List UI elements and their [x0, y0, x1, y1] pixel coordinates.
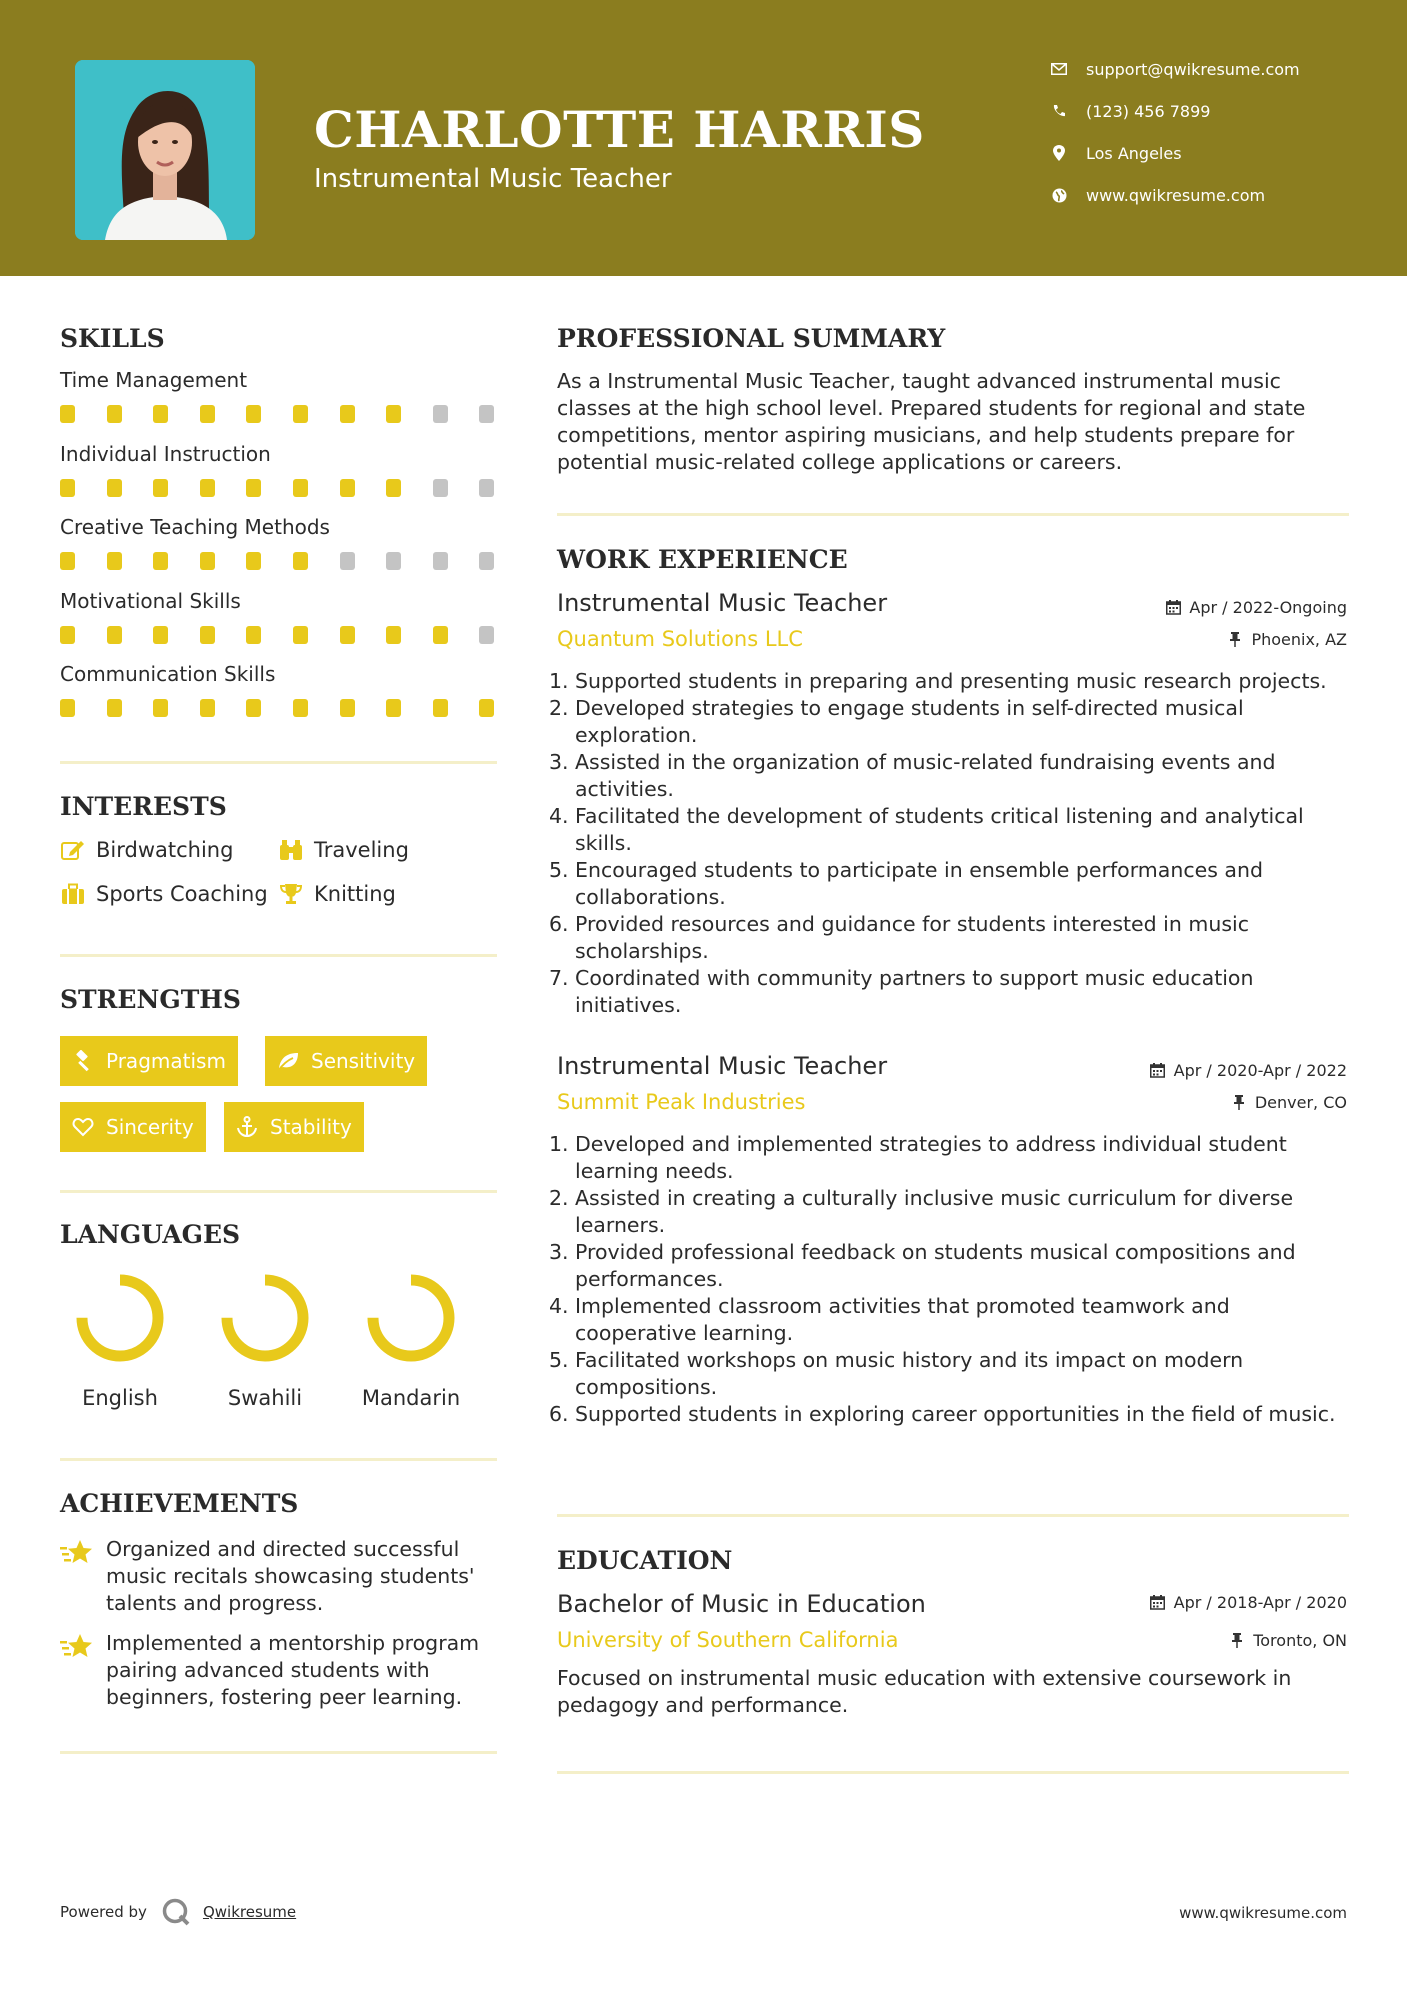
skill-dot-filled	[200, 626, 215, 644]
skill-dot-empty	[433, 552, 448, 570]
skill-dot-filled	[153, 479, 168, 497]
globe-icon	[1050, 186, 1068, 204]
contact-phone[interactable]	[1050, 96, 1390, 126]
summary-text: As a Instrumental Music Teacher, taught advanced instrumental music classes at the high school level. Prepared students for regional and state competitions, mentor aspiring musicians, and help students prepare for potential music-related college applications or careers.	[557, 369, 1306, 474]
achievement-item	[60, 1536, 500, 1617]
section-divider	[60, 761, 497, 764]
interest-item-traveling	[278, 838, 409, 862]
strength-tag-sensitivity	[265, 1036, 427, 1086]
achievement-item	[60, 1630, 500, 1711]
language-level-arc	[82, 1280, 158, 1356]
responsibility-item: Assisted in the organization of music-related fundraising events and activities.	[575, 750, 1276, 801]
interest-label: Sports Coaching	[96, 882, 268, 906]
responsibility-item: Facilitated the development of students critical listening and analytical skills.	[575, 804, 1304, 855]
skill-dot-filled	[340, 405, 355, 423]
section-divider	[60, 1458, 497, 1461]
skill-dot-filled	[153, 552, 168, 570]
skill-rating	[60, 552, 500, 572]
footer-site-link[interactable]: www.qwikresume.com	[1179, 1904, 1347, 1922]
language-level-arc	[373, 1280, 449, 1356]
skill-dot-filled	[200, 479, 215, 497]
section-divider	[60, 1190, 497, 1193]
education-location-text: Toronto, ON	[1253, 1631, 1347, 1650]
strength-label: Sincerity	[106, 1115, 194, 1139]
calendar-icon	[1150, 1063, 1166, 1079]
skill-dot-filled	[246, 699, 261, 717]
candidate-name: CHARLOTTE HARRIS	[314, 100, 925, 159]
job-date-text: Apr / 2022-Ongoing	[1189, 598, 1347, 617]
strength-label: Stability	[270, 1115, 352, 1139]
skill-dot-filled	[107, 405, 122, 423]
interests-heading: INTERESTS	[60, 792, 227, 821]
summary-heading: PROFESSIONAL SUMMARY	[557, 324, 946, 353]
star-icon	[60, 1536, 94, 1570]
skill-dot-filled	[246, 626, 261, 644]
language-label-swahili: Swahili	[227, 1386, 303, 1410]
responsibility-item: Provided resources and guidance for students interested in music scholarships.	[575, 912, 1249, 963]
powered-by-label: Powered by	[60, 1903, 147, 1921]
footer-powered-by	[60, 1897, 296, 1927]
skill-dot-filled	[479, 699, 494, 717]
skill-dot-filled	[293, 626, 308, 644]
skill-dot-filled	[293, 405, 308, 423]
language-label-english: English	[82, 1386, 158, 1410]
anchor-icon	[236, 1116, 258, 1138]
skill-rating	[60, 405, 500, 425]
skill-dot-filled	[386, 699, 401, 717]
skill-dot-filled	[246, 479, 261, 497]
skill-dot-filled	[200, 552, 215, 570]
strength-tag-sincerity	[60, 1102, 206, 1152]
skill-label: Individual Instruction	[60, 441, 271, 466]
language-progress-ring	[351, 1272, 471, 1371]
education-location	[1229, 1631, 1347, 1650]
job-date	[1165, 598, 1347, 617]
skill-dot-filled	[153, 699, 168, 717]
interest-label: Knitting	[314, 882, 396, 906]
skill-dot-filled	[60, 405, 75, 423]
skill-dot-filled	[60, 699, 75, 717]
responsibility-item: Developed and implemented strategies to address individual student learning needs.	[575, 1132, 1287, 1183]
job-company: Quantum Solutions LLC	[557, 627, 803, 651]
strength-tag-stability	[224, 1102, 364, 1152]
interest-item-knitting	[278, 882, 396, 906]
responsibility-item: Facilitated workshops on music history and its impact on modern compositions.	[575, 1348, 1244, 1399]
responsibility-item: Supported students in preparing and presenting music research projects.	[575, 669, 1327, 693]
responsibility-item: Provided professional feedback on students musical compositions and performances.	[575, 1240, 1296, 1291]
resume-header	[0, 0, 1407, 276]
section-divider	[557, 1514, 1349, 1517]
language-label-mandarin: Mandarin	[361, 1386, 461, 1410]
job-location	[1231, 1093, 1347, 1112]
strength-label: Sensitivity	[311, 1049, 416, 1073]
section-divider	[60, 954, 497, 957]
phone-icon	[1050, 102, 1068, 120]
strength-label: Pragmatism	[106, 1049, 226, 1073]
responsibility-item: Supported students in exploring career opportunities in the field of music.	[575, 1402, 1336, 1426]
section-divider	[557, 513, 1349, 516]
skill-dot-filled	[386, 479, 401, 497]
calendar-icon	[1150, 1595, 1166, 1611]
leaf-icon	[277, 1050, 299, 1072]
envelope-icon	[1050, 60, 1068, 78]
job-responsibilities	[557, 668, 1357, 1019]
map-pin-icon	[1050, 144, 1068, 162]
skill-dot-filled	[200, 405, 215, 423]
achievements-heading: ACHIEVEMENTS	[60, 1489, 299, 1518]
responsibility-item: Encouraged students to participate in ensemble performances and collaborations.	[575, 858, 1263, 909]
contact-phone-text: (123) 456 7899	[1086, 101, 1211, 121]
skill-label: Time Management	[60, 368, 248, 392]
qwikresume-logo-icon	[161, 1897, 191, 1927]
contact-location-text: Los Angeles	[1086, 143, 1182, 163]
skill-dot-filled	[60, 479, 75, 497]
school-name: University of Southern California	[557, 1628, 899, 1652]
skill-dot-filled	[107, 479, 122, 497]
skill-dot-empty	[479, 405, 494, 423]
pencil-square-icon	[60, 838, 86, 862]
responsibility-item: Assisted in creating a culturally inclusive music curriculum for diverse learners.	[575, 1186, 1294, 1237]
binoculars-icon	[278, 838, 304, 862]
skill-dot-filled	[246, 552, 261, 570]
skill-rating	[60, 699, 500, 719]
skill-dot-filled	[433, 699, 448, 717]
contact-website-text: www.qwikresume.com	[1086, 185, 1266, 205]
skill-dot-filled	[433, 626, 448, 644]
interest-item-sports-coaching	[60, 882, 268, 906]
skill-dot-filled	[153, 626, 168, 644]
education-date-text: Apr / 2018-Apr / 2020	[1173, 1593, 1347, 1612]
job-date-text: Apr / 2020-Apr / 2022	[1173, 1061, 1347, 1080]
skill-dot-filled	[293, 552, 308, 570]
language-progress-ring	[60, 1272, 180, 1371]
skill-dot-filled	[200, 699, 215, 717]
achievement-text: Implemented a mentorship program pairing advanced students with beginners, fostering peer learning.	[106, 1631, 480, 1709]
skill-label: Communication Skills	[60, 662, 276, 686]
languages-heading: LANGUAGES	[60, 1220, 241, 1249]
job-date	[1150, 1061, 1347, 1080]
candidate-role: Instrumental Music Teacher	[314, 164, 672, 194]
responsibility-item: Developed strategies to engage students in self-directed musical exploration.	[575, 696, 1244, 747]
skill-rating	[60, 479, 500, 499]
job-location-text: Denver, CO	[1254, 1093, 1347, 1112]
job-company: Summit Peak Industries	[557, 1090, 806, 1114]
skill-dot-filled	[340, 626, 355, 644]
job-title: Instrumental Music Teacher	[557, 1052, 888, 1080]
skill-dot-empty	[479, 626, 494, 644]
experience-heading: WORK EXPERIENCE	[557, 545, 848, 574]
strength-tag-pragmatism	[60, 1036, 238, 1086]
interest-label: Birdwatching	[96, 838, 234, 862]
skill-dot-filled	[293, 479, 308, 497]
trophy-icon	[278, 882, 304, 906]
interest-label: Traveling	[314, 838, 409, 862]
skill-rating	[60, 626, 500, 646]
skill-dot-empty	[386, 552, 401, 570]
education-heading: EDUCATION	[557, 1546, 733, 1575]
skill-dot-filled	[107, 699, 122, 717]
contact-email[interactable]	[1050, 54, 1390, 84]
skill-dot-filled	[246, 405, 261, 423]
skill-dot-filled	[107, 626, 122, 644]
job-title: Instrumental Music Teacher	[557, 589, 888, 617]
section-divider	[557, 1771, 1349, 1774]
job-location-text: Phoenix, AZ	[1251, 630, 1347, 649]
degree-title: Bachelor of Music in Education	[557, 1590, 926, 1618]
skill-dot-filled	[386, 626, 401, 644]
language-level-arc	[227, 1280, 303, 1356]
strengths-heading: STRENGTHS	[60, 985, 241, 1014]
contact-website[interactable]	[1050, 180, 1390, 210]
skill-dot-filled	[60, 626, 75, 644]
language-progress-ring	[205, 1272, 325, 1371]
interest-item-birdwatching	[60, 838, 233, 862]
qwikresume-link[interactable]: Qwikresume	[202, 1903, 297, 1921]
skill-dot-empty	[479, 479, 494, 497]
skill-dot-filled	[153, 405, 168, 423]
skill-dot-empty	[433, 479, 448, 497]
job-responsibilities	[557, 1131, 1357, 1428]
star-icon	[60, 1630, 94, 1664]
skill-dot-filled	[60, 552, 75, 570]
pushpin-icon	[1231, 1095, 1247, 1111]
skill-label: Creative Teaching Methods	[60, 515, 330, 539]
pushpin-icon	[1227, 632, 1243, 648]
achievement-text: Organized and directed successful music recitals showcasing students' talents and progress.	[106, 1537, 475, 1615]
profile-photo	[75, 60, 255, 240]
skill-dot-empty	[479, 552, 494, 570]
gavel-icon	[72, 1050, 94, 1072]
contact-location	[1050, 138, 1390, 168]
skill-dot-filled	[293, 699, 308, 717]
skill-dot-filled	[340, 699, 355, 717]
skill-dot-filled	[340, 479, 355, 497]
skill-label: Motivational Skills	[60, 588, 241, 613]
contact-email-text: support@qwikresume.com	[1086, 59, 1300, 79]
skill-dot-empty	[340, 552, 355, 570]
job-location	[1227, 630, 1347, 649]
responsibility-item: Implemented classroom activities that promoted teamwork and cooperative learning.	[575, 1294, 1230, 1345]
responsibility-item: Coordinated with community partners to support music education initiatives.	[575, 966, 1254, 1017]
skills-heading: SKILLS	[60, 324, 165, 353]
section-divider	[60, 1751, 497, 1754]
skill-dot-filled	[386, 405, 401, 423]
pushpin-icon	[1229, 1633, 1245, 1649]
heart-icon	[72, 1116, 94, 1138]
education-description: Focused on instrumental music education with extensive coursework in pedagogy and performance.	[557, 1666, 1292, 1717]
briefcase-icon	[60, 882, 86, 906]
skill-dot-empty	[433, 405, 448, 423]
education-date	[1150, 1593, 1347, 1612]
calendar-icon	[1165, 600, 1181, 616]
skill-dot-filled	[107, 552, 122, 570]
